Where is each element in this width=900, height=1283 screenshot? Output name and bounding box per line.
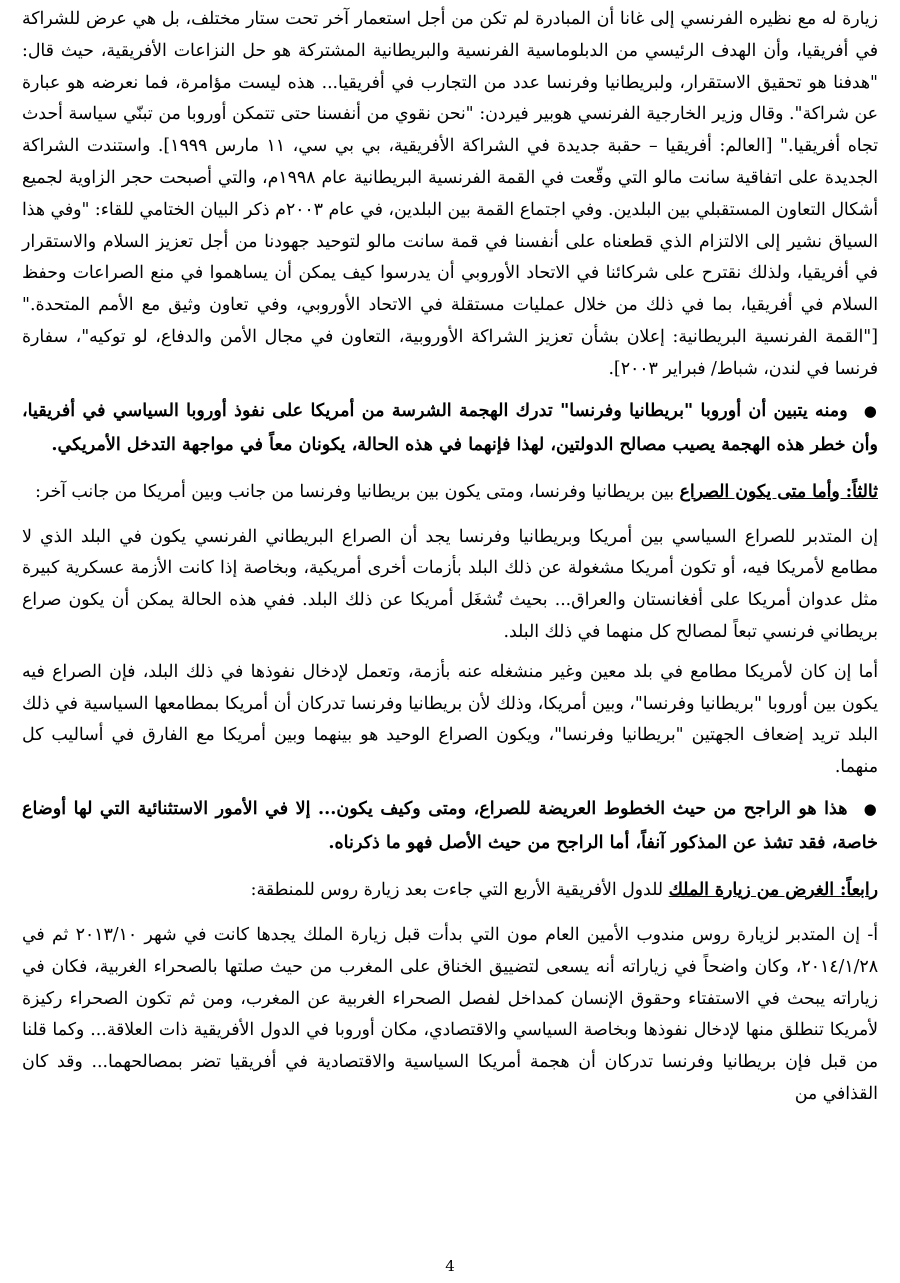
body-paragraph: إن المتدبر للصراع السياسي بين أمريكا وبريطانيا وفرنسا يجد أن الصراع البريطاني الفرنسي يكون في البلد الذي لا مطامع لأمريكا فيه، أو تكون أمريكا مشغولة عن ذلك البلد بأزمات أخرى أمريكية، وبخاصة إذا كانت الأزمة عسكرية كبيرة مثل عدوان أمريكا على أفغانستان والعراق... بحيث تُشغَل أمريكا عن ذلك البلد. ففي هذه الحالة يمكن أن يكون صراع بريطاني فرنسي تبعاً لمصالح كل منهما في ذلك البلد.	[22, 526, 878, 642]
page-number: 4	[445, 1257, 455, 1275]
bullet-point	[22, 792, 878, 860]
bullet-text: هذا هو الراجح من حيث الخطوط العريضة للصراع، ومتى وكيف يكون... إلا في الأمور الاستثنائية التي لها أوضاع خاصة، فقد تشذ عن المذكور آنفاً، أما الراجح من حيث الأصل فهو ما ذكرناه.	[22, 797, 878, 854]
section-heading-text: بين بريطانيا وفرنسا، ومتى يكون بين بريطانيا وفرنسا من جانب وبين أمريكا من جانب آخر:	[35, 481, 680, 502]
section-heading-label: رابعاً: الغرض من زيارة الملك	[668, 879, 878, 900]
bullet-point	[22, 394, 878, 462]
bullet-text: ومنه يتبين أن أوروبا "بريطانيا وفرنسا" تدرك الهجمة الشرسة من أمريكا على نفوذ أوروبا السياسي في أفريقيا، وأن خطر هذه الهجمة يصيب مصالح الدولتين، لهذا فإنهما في هذه الحالة، يكونان معاً في مواجهة التدخل الأمريكي.	[22, 399, 878, 456]
section-heading-text: للدول الأفريقية الأربع التي جاءت بعد زيارة روس للمنطقة:	[250, 879, 669, 900]
body-paragraph: أ- إن المتدبر لزيارة روس مندوب الأمين العام مون التي بدأت قبل زيارة الملك يجدها كانت في شهر ٢٠١٣/١٠ ثم في ٢٠١٤/١/٢٨، وكان واضحاً في زياراته أنه يسعى لتضييق الخناق على المغرب من حيث صلتها بالصحراء الغربية، فكان في زياراته يبحث في الاستفتاء وحقوق الإنسان كمداخل لفصل الصحراء الغربية عن المغرب، ومن ثم تكون الصحراء ركيزة لأمريكا تنطلق منها لإدخال نفوذها وبخاصة السياسي والاقتصادي، مكان أوروبا في الدول الأفريقية ذات العلاقة... وكما قلنا من قبل فإن بريطانيا وفرنسا تدركان أن هجمة أمريكا السياسية والاقتصادية في أفريقيا تضر بمصالحهما... وقد كان القذافي من	[22, 924, 878, 1104]
bullet-icon: ●	[863, 799, 878, 818]
body-paragraph: أما إن كان لأمريكا مطامع في بلد معين وغير منشغله عنه بأزمة، وتعمل لإدخال نفوذها في ذلك البلد، فإن الصراع فيه يكون بين أوروبا "بريطانيا وفرنسا"، وبين أمريكا، وذلك لأن بريطانيا وفرنسا تدركان أن أمريكا بمطامعها السياسية في ذلك البلد تريد إضعاف الجهتين "بريطانيا وفرنسا"، ويكون الصراع الوحيد هو بينهما وبين أمريكا مع الفارق في أساليب كل منهما.	[22, 661, 878, 778]
section-heading-label: ثالثاً: وأما متى يكون الصراع	[679, 481, 878, 502]
body-paragraph: زيارة له مع نظيره الفرنسي إلى غانا أن المبادرة لم تكن من أجل استعمار آخر تحت ستار مختلف، بل هي عرض للشراكة في أفريقيا، وأن الهدف الرئيسي من الدبلوماسية الفرنسية والبريطانية المشتركة هو حل النزاعات الأفريقية، حيث قال: "هدفنا هو تحقيق الاستقرار، ولبريطانيا وفرنسا عدد من التجارب في أفريقيا... هذه ليست مؤامرة، فما نعرضه هو عبارة عن شراكة". وقال وزير الخارجية الفرنسي هوبير فيردن: "نحن نقوي من أنفسنا حتى تتمكن أوروبا من تبنّي سياسة أحدث تجاه أفريقيا." [العالم: أفريقيا – حقبة جديدة في الشراكة الأفريقية، بي بي سي، ١١ مارس ١٩٩٩]. واستندت الشراكة الجديدة على اتفاقية سانت مالو التي وقّعت في القمة الفرنسية البريطانية عام ١٩٩٨م، والتي أصبحت حجر الزاوية لجميع أشكال التعاون المستقبلي بين البلدين. وفي اجتماع القمة بين البلدين، في عام ٢٠٠٣م ذكر البيان الختامي للقاء: "وفي هذا السياق نشير إلى الالتزام الذي قطعناه على أنفسنا في قمة سانت مالو لتوحيد جهودنا من أجل تعزيز السلام والاستقرار في أفريقيا، ولذلك نقترح على شركائنا في الاتحاد الأوروبي أن يدرسوا كيف يمكن أن يساهموا في منع الصراعات وحفظ السلام في أفريقيا، بما في ذلك من خلال عمليات مستقلة في الاتحاد الأوروبي، وفي تعاون وثيق مع الأمم المتحدة." ["القمة الفرنسية البريطانية: إعلان بشأن تعزيز الشراكة الأوروبية، التعاون في مجال الأمن والدفاع، لو توكيه"، سفارة فرنسا في لندن، شباط/ فبراير ٢٠٠٣].	[21, 9, 879, 379]
section-heading	[22, 476, 878, 508]
bullet-icon: ●	[863, 401, 878, 420]
section-heading	[22, 874, 878, 906]
